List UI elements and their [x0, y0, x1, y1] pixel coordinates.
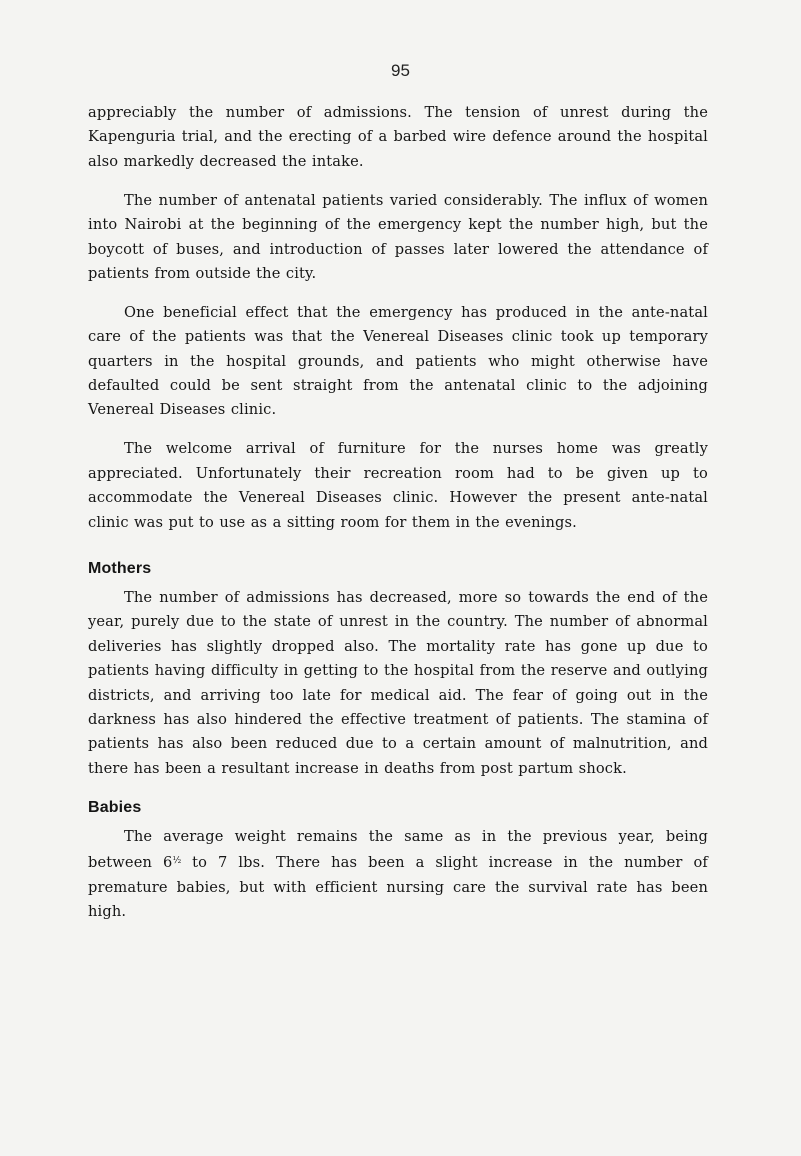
- page-body: [88, 101, 708, 939]
- babies-text-end: to 7 lbs. There has been a slight increase in the number of premature babies, but with efficient nursing care the survival rate has been high.: [88, 854, 708, 920]
- page-number: 95: [391, 61, 410, 80]
- paragraph-venereal-clinic: One beneficial effect that the emergency has produced in the ante-natal care of the patients was that the Venereal Diseases clinic took up temporary quarters in the hospital grounds, and patients who might otherwise have defaulted could be sent straight from the antenatal clinic to the adjoining Venereal Diseases clinic.: [88, 303, 708, 419]
- babies-text-start: The average weight remains the same as in the previous year, being between 6: [88, 827, 708, 872]
- fraction-half: ½: [172, 856, 182, 867]
- paragraph-nurses-home: The welcome arrival of furniture for the nurses home was greatly appreciated. Unfortunately their recreation room had to be given up to accommodate the Venereal Diseases clinic. However the present ante-natal clinic was put to use as a sitting room for them in the evenings.: [88, 440, 708, 531]
- paragraph-babies: [88, 825, 708, 925]
- paragraph-antenatal-patients: The number of antenatal patients varied considerably. The influx of women into Nairobi at the beginning of the emergency kept the number high, but the boycott of buses, and introduction of passes later lowered the attendance of patients from outside the city.: [88, 191, 708, 282]
- paragraph-mothers: The number of admissions has decreased, more so towards the end of the year, purely due to the state of unrest in the country. The number of abnormal deliveries has slightly dropped also. The mortality rate has gone up due to patients having difficulty in getting to the hospital from the reserve and outlying districts, and arriving too late for medical aid. The fear of going out in the darkness has also hindered the effective treatment of patients. The stamina of patients has also been reduced due to a certain amount of malnutrition, and there has been a resultant increase in deaths from post partum shock.: [88, 589, 708, 777]
- heading-mothers: Mothers: [88, 560, 152, 577]
- heading-babies: Babies: [88, 798, 142, 816]
- paragraph-admissions-continued: appreciably the number of admissions. The tension of unrest during the Kapenguria trial, and the erecting of a barbed wire defence around the hospital also markedly decreased the intake.: [88, 104, 708, 170]
